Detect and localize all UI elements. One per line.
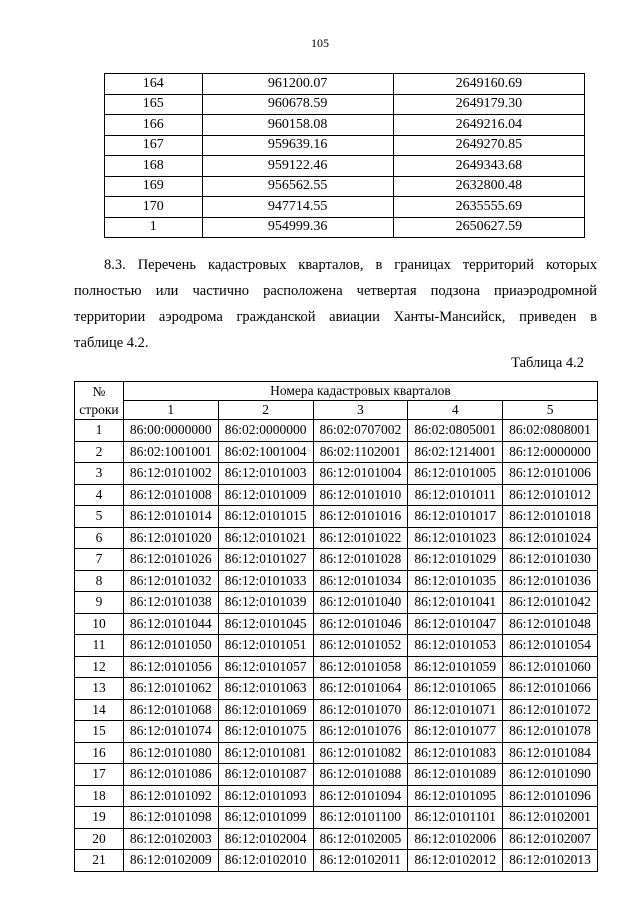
table-cell: 2649160.69: [393, 74, 584, 95]
table-row: [75, 592, 598, 614]
table-cell: 86:12:0101077: [408, 721, 503, 743]
table-cell: 86:02:1001001: [123, 441, 218, 463]
table-cell: 86:12:0101084: [503, 742, 598, 764]
table-cell: 86:12:0101082: [313, 742, 408, 764]
table-cell: 86:12:0101024: [503, 527, 598, 549]
table-cell: 2649270.85: [393, 135, 584, 156]
table-cell: 86:12:0101042: [503, 592, 598, 614]
table-cell: 165: [105, 94, 203, 115]
table-cell: 86:12:0101039: [218, 592, 313, 614]
table-cell: 16: [75, 742, 124, 764]
table-row: [75, 484, 598, 506]
table-cell: 86:02:1102001: [313, 441, 408, 463]
table-cell: 86:12:0101010: [313, 484, 408, 506]
table-cell: 14: [75, 699, 124, 721]
table-cell: 960158.08: [202, 115, 393, 136]
table-cell: 86:12:0101056: [123, 656, 218, 678]
paragraph-8-3: [74, 252, 597, 356]
table-cell: 2649343.68: [393, 156, 584, 177]
column-number: 3: [313, 401, 408, 420]
table-caption: Таблица 4.2: [511, 355, 584, 371]
table-cell: 86:12:0101069: [218, 699, 313, 721]
table-cell: 86:12:0101083: [408, 742, 503, 764]
table-row: [105, 176, 585, 197]
table-cell: 86:12:0101003: [218, 463, 313, 485]
table-cell: 169: [105, 176, 203, 197]
table-cell: 1: [75, 420, 124, 442]
table-cell: 86:12:0101036: [503, 570, 598, 592]
table-cell: 86:12:0101045: [218, 613, 313, 635]
table-row: [75, 678, 598, 700]
table-cell: 961200.07: [202, 74, 393, 95]
table-cell: 86:12:0101046: [313, 613, 408, 635]
table-cell: 86:12:0101006: [503, 463, 598, 485]
table-row: [75, 785, 598, 807]
table-cell: 86:12:0101009: [218, 484, 313, 506]
paragraph-line: полностью или частично расположена четвертая подзона приаэродромной: [74, 283, 597, 299]
table-cell: 9: [75, 592, 124, 614]
header-row: [75, 382, 598, 401]
table-cell: 86:12:0102005: [313, 828, 408, 850]
column-number: 4: [408, 401, 503, 420]
table-row: [75, 850, 598, 872]
table-cell: 86:12:0101060: [503, 656, 598, 678]
table-row: [75, 699, 598, 721]
table-cell: 86:12:0102011: [313, 850, 408, 872]
table-cell: 86:12:0102006: [408, 828, 503, 850]
table-cell: 947714.55: [202, 197, 393, 218]
table-row: [75, 828, 598, 850]
paragraph-line: территории аэродрома гражданской авиации Ханты-Мансийск, приведен в: [74, 309, 597, 325]
table-cell: 86:12:0101011: [408, 484, 503, 506]
table-cell: 86:12:0101096: [503, 785, 598, 807]
table-cell: 13: [75, 678, 124, 700]
table-cell: 86:12:0102003: [123, 828, 218, 850]
table-cell: 86:12:0101088: [313, 764, 408, 786]
table-cell: 86:12:0101044: [123, 613, 218, 635]
paragraph-line: 8.3. Перечень кадастровых кварталов, в границах территорий которых: [104, 257, 597, 273]
table-cell: 167: [105, 135, 203, 156]
table-row: [75, 807, 598, 829]
table-cell: 5: [75, 506, 124, 528]
table-row: [75, 463, 598, 485]
table-cell: 956562.55: [202, 176, 393, 197]
table-cell: 2632800.48: [393, 176, 584, 197]
table-cell: 170: [105, 197, 203, 218]
table-cell: 86:12:0101050: [123, 635, 218, 657]
paragraph-line: таблице 4.2.: [74, 335, 149, 351]
table-cell: 86:12:0101018: [503, 506, 598, 528]
table-cell: 4: [75, 484, 124, 506]
coordinates-table-body: [105, 74, 585, 238]
table-cell: 86:02:0000000: [218, 420, 313, 442]
cadastral-numbers-header: Номера кадастровых кварталов: [123, 382, 597, 401]
table-cell: 86:02:0805001: [408, 420, 503, 442]
table-cell: 86:12:0101098: [123, 807, 218, 829]
table-cell: 86:12:0101022: [313, 527, 408, 549]
table-cell: 86:12:0101054: [503, 635, 598, 657]
table-cell: 86:12:0101053: [408, 635, 503, 657]
table-cell: 86:12:0102012: [408, 850, 503, 872]
table-cell: 86:12:0102004: [218, 828, 313, 850]
table-cell: 20: [75, 828, 124, 850]
table-cell: 19: [75, 807, 124, 829]
table-cell: 86:12:0101040: [313, 592, 408, 614]
table-cell: 86:12:0101035: [408, 570, 503, 592]
table-cell: 86:12:0101100: [313, 807, 408, 829]
table-cell: 86:12:0102010: [218, 850, 313, 872]
table-cell: 86:12:0101095: [408, 785, 503, 807]
table-cell: 2635555.69: [393, 197, 584, 218]
table-cell: 86:02:0707002: [313, 420, 408, 442]
table-row: [105, 197, 585, 218]
table-cell: 86:12:0101076: [313, 721, 408, 743]
table-row: [75, 764, 598, 786]
table-cell: 86:12:0101030: [503, 549, 598, 571]
table-row: [75, 656, 598, 678]
table-cell: 86:12:0101099: [218, 807, 313, 829]
table-cell: 86:12:0101086: [123, 764, 218, 786]
table-cell: 164: [105, 74, 203, 95]
table-row: [75, 506, 598, 528]
table-cell: 86:12:0101068: [123, 699, 218, 721]
table-cell: 86:12:0101075: [218, 721, 313, 743]
table-cell: 86:12:0101066: [503, 678, 598, 700]
table-cell: 86:12:0101062: [123, 678, 218, 700]
cadastral-table-body: [75, 420, 598, 872]
table-cell: 15: [75, 721, 124, 743]
table-cell: 21: [75, 850, 124, 872]
table-cell: 86:12:0101064: [313, 678, 408, 700]
table-cell: 86:12:0102009: [123, 850, 218, 872]
column-number: 2: [218, 401, 313, 420]
table-cell: 86:02:1214001: [408, 441, 503, 463]
table-cell: 86:12:0101094: [313, 785, 408, 807]
table-cell: 2649216.04: [393, 115, 584, 136]
table-row: [75, 613, 598, 635]
table-cell: 86:12:0101023: [408, 527, 503, 549]
table-cell: 86:12:0101093: [218, 785, 313, 807]
table-row: [105, 217, 585, 238]
table-cell: 959639.16: [202, 135, 393, 156]
table-cell: 86:12:0101081: [218, 742, 313, 764]
table-row: [75, 441, 598, 463]
table-cell: 86:12:0101033: [218, 570, 313, 592]
table-row: [75, 635, 598, 657]
cadastral-table: [74, 381, 598, 872]
table-row: [75, 549, 598, 571]
table-cell: 2: [75, 441, 124, 463]
table-cell: 86:12:0101087: [218, 764, 313, 786]
table-cell: 86:12:0101034: [313, 570, 408, 592]
table-cell: 86:12:0101071: [408, 699, 503, 721]
table-cell: 86:12:0101020: [123, 527, 218, 549]
table-cell: 86:12:0102001: [503, 807, 598, 829]
coordinates-table: [104, 73, 585, 238]
table-cell: 86:12:0101070: [313, 699, 408, 721]
table-cell: 86:12:0101002: [123, 463, 218, 485]
table-row: [75, 527, 598, 549]
table-cell: 10: [75, 613, 124, 635]
table-cell: 17: [75, 764, 124, 786]
table-cell: 86:12:0101021: [218, 527, 313, 549]
table-cell: 86:12:0101063: [218, 678, 313, 700]
table-row: [75, 570, 598, 592]
table-cell: 3: [75, 463, 124, 485]
table-row: [75, 420, 598, 442]
table-cell: 86:12:0101078: [503, 721, 598, 743]
table-cell: 86:12:0101065: [408, 678, 503, 700]
table-cell: 86:12:0101059: [408, 656, 503, 678]
column-number: 1: [123, 401, 218, 420]
table-cell: 86:02:0808001: [503, 420, 598, 442]
table-cell: 86:12:0101047: [408, 613, 503, 635]
table-cell: 86:12:0101016: [313, 506, 408, 528]
table-cell: 168: [105, 156, 203, 177]
table-cell: 86:12:0101004: [313, 463, 408, 485]
table-cell: 86:12:0101032: [123, 570, 218, 592]
table-cell: 86:12:0101052: [313, 635, 408, 657]
table-cell: 959122.46: [202, 156, 393, 177]
table-cell: 86:12:0102013: [503, 850, 598, 872]
table-cell: 7: [75, 549, 124, 571]
table-cell: 86:12:0101014: [123, 506, 218, 528]
table-cell: 86:12:0101015: [218, 506, 313, 528]
table-cell: 86:12:0101008: [123, 484, 218, 506]
table-cell: 8: [75, 570, 124, 592]
table-cell: 86:12:0101057: [218, 656, 313, 678]
table-cell: 954999.36: [202, 217, 393, 238]
table-cell: 86:12:0101080: [123, 742, 218, 764]
table-cell: 960678.59: [202, 94, 393, 115]
table-cell: 86:12:0101029: [408, 549, 503, 571]
table-cell: 12: [75, 656, 124, 678]
table-row: [105, 156, 585, 177]
table-cell: 11: [75, 635, 124, 657]
table-cell: 86:12:0101101: [408, 807, 503, 829]
table-cell: 86:12:0101041: [408, 592, 503, 614]
table-cell: 86:00:0000000: [123, 420, 218, 442]
row-number-symbol: №: [92, 383, 106, 399]
table-cell: 86:12:0101048: [503, 613, 598, 635]
table-row: [105, 115, 585, 136]
table-row: [105, 74, 585, 95]
table-cell: 86:12:0101038: [123, 592, 218, 614]
table-cell: 86:12:0101017: [408, 506, 503, 528]
table-cell: 86:12:0102007: [503, 828, 598, 850]
row-number-header: [75, 382, 124, 420]
table-row: [105, 94, 585, 115]
table-cell: 2649179.30: [393, 94, 584, 115]
table-row: [75, 721, 598, 743]
column-number: 5: [503, 401, 598, 420]
table-cell: 6: [75, 527, 124, 549]
table-row: [75, 742, 598, 764]
table-cell: 18: [75, 785, 124, 807]
table-cell: 166: [105, 115, 203, 136]
table-cell: 86:12:0101051: [218, 635, 313, 657]
table-cell: 86:12:0101058: [313, 656, 408, 678]
table-cell: 86:12:0101074: [123, 721, 218, 743]
table-cell: 86:12:0101092: [123, 785, 218, 807]
table-cell: 86:12:0101012: [503, 484, 598, 506]
table-cell: 86:12:0000000: [503, 441, 598, 463]
table-row: [105, 135, 585, 156]
column-numbers-row: [75, 401, 598, 420]
table-cell: 86:12:0101089: [408, 764, 503, 786]
table-cell: 86:02:1001004: [218, 441, 313, 463]
table-cell: 86:12:0101028: [313, 549, 408, 571]
table-cell: 1: [105, 217, 203, 238]
table-cell: 2650627.59: [393, 217, 584, 238]
row-number-label: строки: [79, 401, 119, 417]
table-cell: 86:12:0101005: [408, 463, 503, 485]
page-number: 105: [311, 36, 329, 50]
table-cell: 86:12:0101090: [503, 764, 598, 786]
table-cell: 86:12:0101072: [503, 699, 598, 721]
table-cell: 86:12:0101026: [123, 549, 218, 571]
table-cell: 86:12:0101027: [218, 549, 313, 571]
